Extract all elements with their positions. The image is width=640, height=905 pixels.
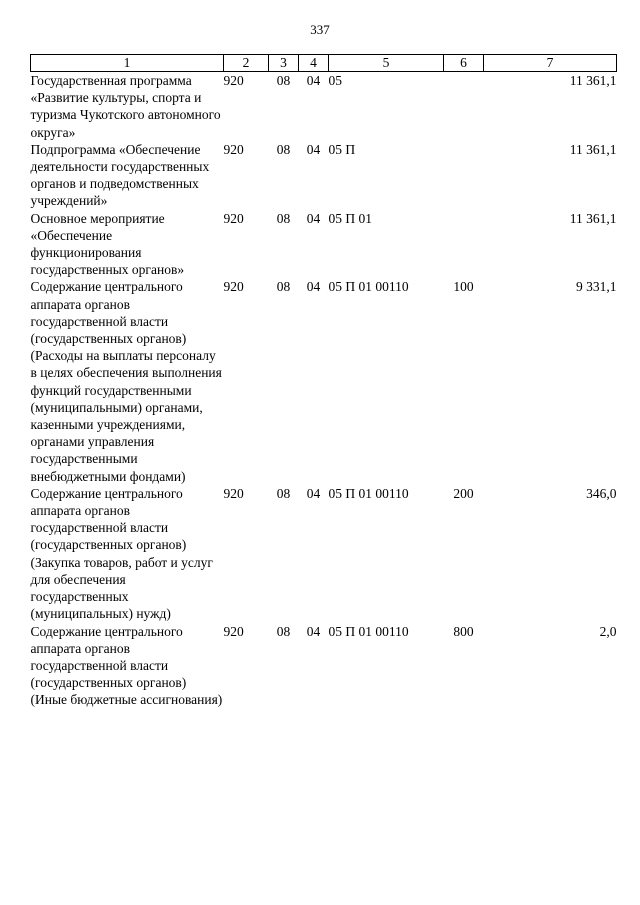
section-code: 08 bbox=[276, 279, 291, 295]
expense-name: Подпрограмма «Обеспечение деятельности государственных органов и подведомственных учреждений» bbox=[30, 141, 210, 209]
section-code: 08 bbox=[276, 485, 291, 501]
section-code: 08 bbox=[276, 210, 291, 226]
amount: 11 361,1 bbox=[569, 73, 617, 88]
department-code: 920 bbox=[223, 73, 244, 88]
table-header-row bbox=[31, 55, 617, 72]
amount: 9 331,1 bbox=[576, 279, 617, 295]
target-article-code: 05 П 01 00110 bbox=[328, 623, 409, 639]
amount: 346,0 bbox=[586, 485, 617, 501]
subsection-code: 04 bbox=[306, 279, 321, 295]
column-header: 2 bbox=[224, 55, 269, 72]
department-code: 920 bbox=[223, 485, 244, 501]
column-header: 6 bbox=[444, 55, 484, 72]
expense-name: Основное мероприятие «Обеспечение функционирования государственных органов» bbox=[30, 210, 185, 278]
page-number: 337 bbox=[310, 22, 330, 37]
amount: 11 361,1 bbox=[569, 141, 617, 157]
subsection-code: 04 bbox=[306, 73, 321, 88]
expense-name: Содержание центрального аппарата органов государственной власти (государственных органов) (Расходы на выплаты персоналу в целях обеспечения выполнения функций государственными (муниципальными) органами, казенными учреждениями, органами управления государственными внебюджетными фондами) bbox=[30, 279, 222, 484]
table-row bbox=[31, 485, 617, 623]
subsection-code: 04 bbox=[306, 141, 321, 157]
department-code: 920 bbox=[223, 210, 244, 226]
expense-type-code: 800 bbox=[453, 623, 474, 639]
expense-type-code bbox=[444, 141, 484, 210]
budget-table bbox=[30, 54, 617, 709]
department-code: 920 bbox=[223, 279, 244, 295]
table-row bbox=[31, 141, 617, 210]
department-code: 920 bbox=[223, 141, 244, 157]
target-article-code: 05 П 01 bbox=[328, 210, 372, 226]
section-code: 08 bbox=[276, 73, 291, 88]
section-code: 08 bbox=[276, 141, 291, 157]
table-row bbox=[31, 623, 617, 709]
expense-type-code: 200 bbox=[453, 485, 474, 501]
column-header: 3 bbox=[269, 55, 299, 72]
table-row bbox=[31, 72, 617, 141]
subsection-code: 04 bbox=[306, 485, 321, 501]
table-row bbox=[31, 278, 617, 484]
expense-type-code: 100 bbox=[453, 279, 474, 295]
expense-name: Государственная программа «Развитие культуры, спорта и туризма Чукотского автономного округа» bbox=[30, 73, 221, 140]
expense-name: Содержание центрального аппарата органов государственной власти (государственных органов) (Иные бюджетные ассигнования) bbox=[30, 623, 223, 708]
table-row bbox=[31, 210, 617, 279]
target-article-code: 05 bbox=[328, 73, 342, 88]
expense-name: Содержание центрального аппарата органов государственной власти (государственных органов) (Закупка товаров, работ и услуг для обеспечения государственных (муниципальных) нужд) bbox=[30, 485, 213, 622]
target-article-code: 05 П bbox=[328, 141, 356, 157]
column-header: 4 bbox=[299, 55, 329, 72]
expense-type-code bbox=[444, 72, 484, 141]
column-header: 1 bbox=[31, 55, 224, 72]
department-code: 920 bbox=[223, 623, 244, 639]
target-article-code: 05 П 01 00110 bbox=[328, 279, 409, 295]
subsection-code: 04 bbox=[306, 210, 321, 226]
expense-type-code bbox=[444, 210, 484, 279]
target-article-code: 05 П 01 00110 bbox=[328, 485, 409, 501]
section-code: 08 bbox=[276, 623, 291, 639]
column-header: 5 bbox=[329, 55, 444, 72]
subsection-code: 04 bbox=[306, 623, 321, 639]
amount: 2,0 bbox=[599, 623, 617, 639]
column-header: 7 bbox=[484, 55, 617, 72]
amount: 11 361,1 bbox=[569, 210, 617, 226]
